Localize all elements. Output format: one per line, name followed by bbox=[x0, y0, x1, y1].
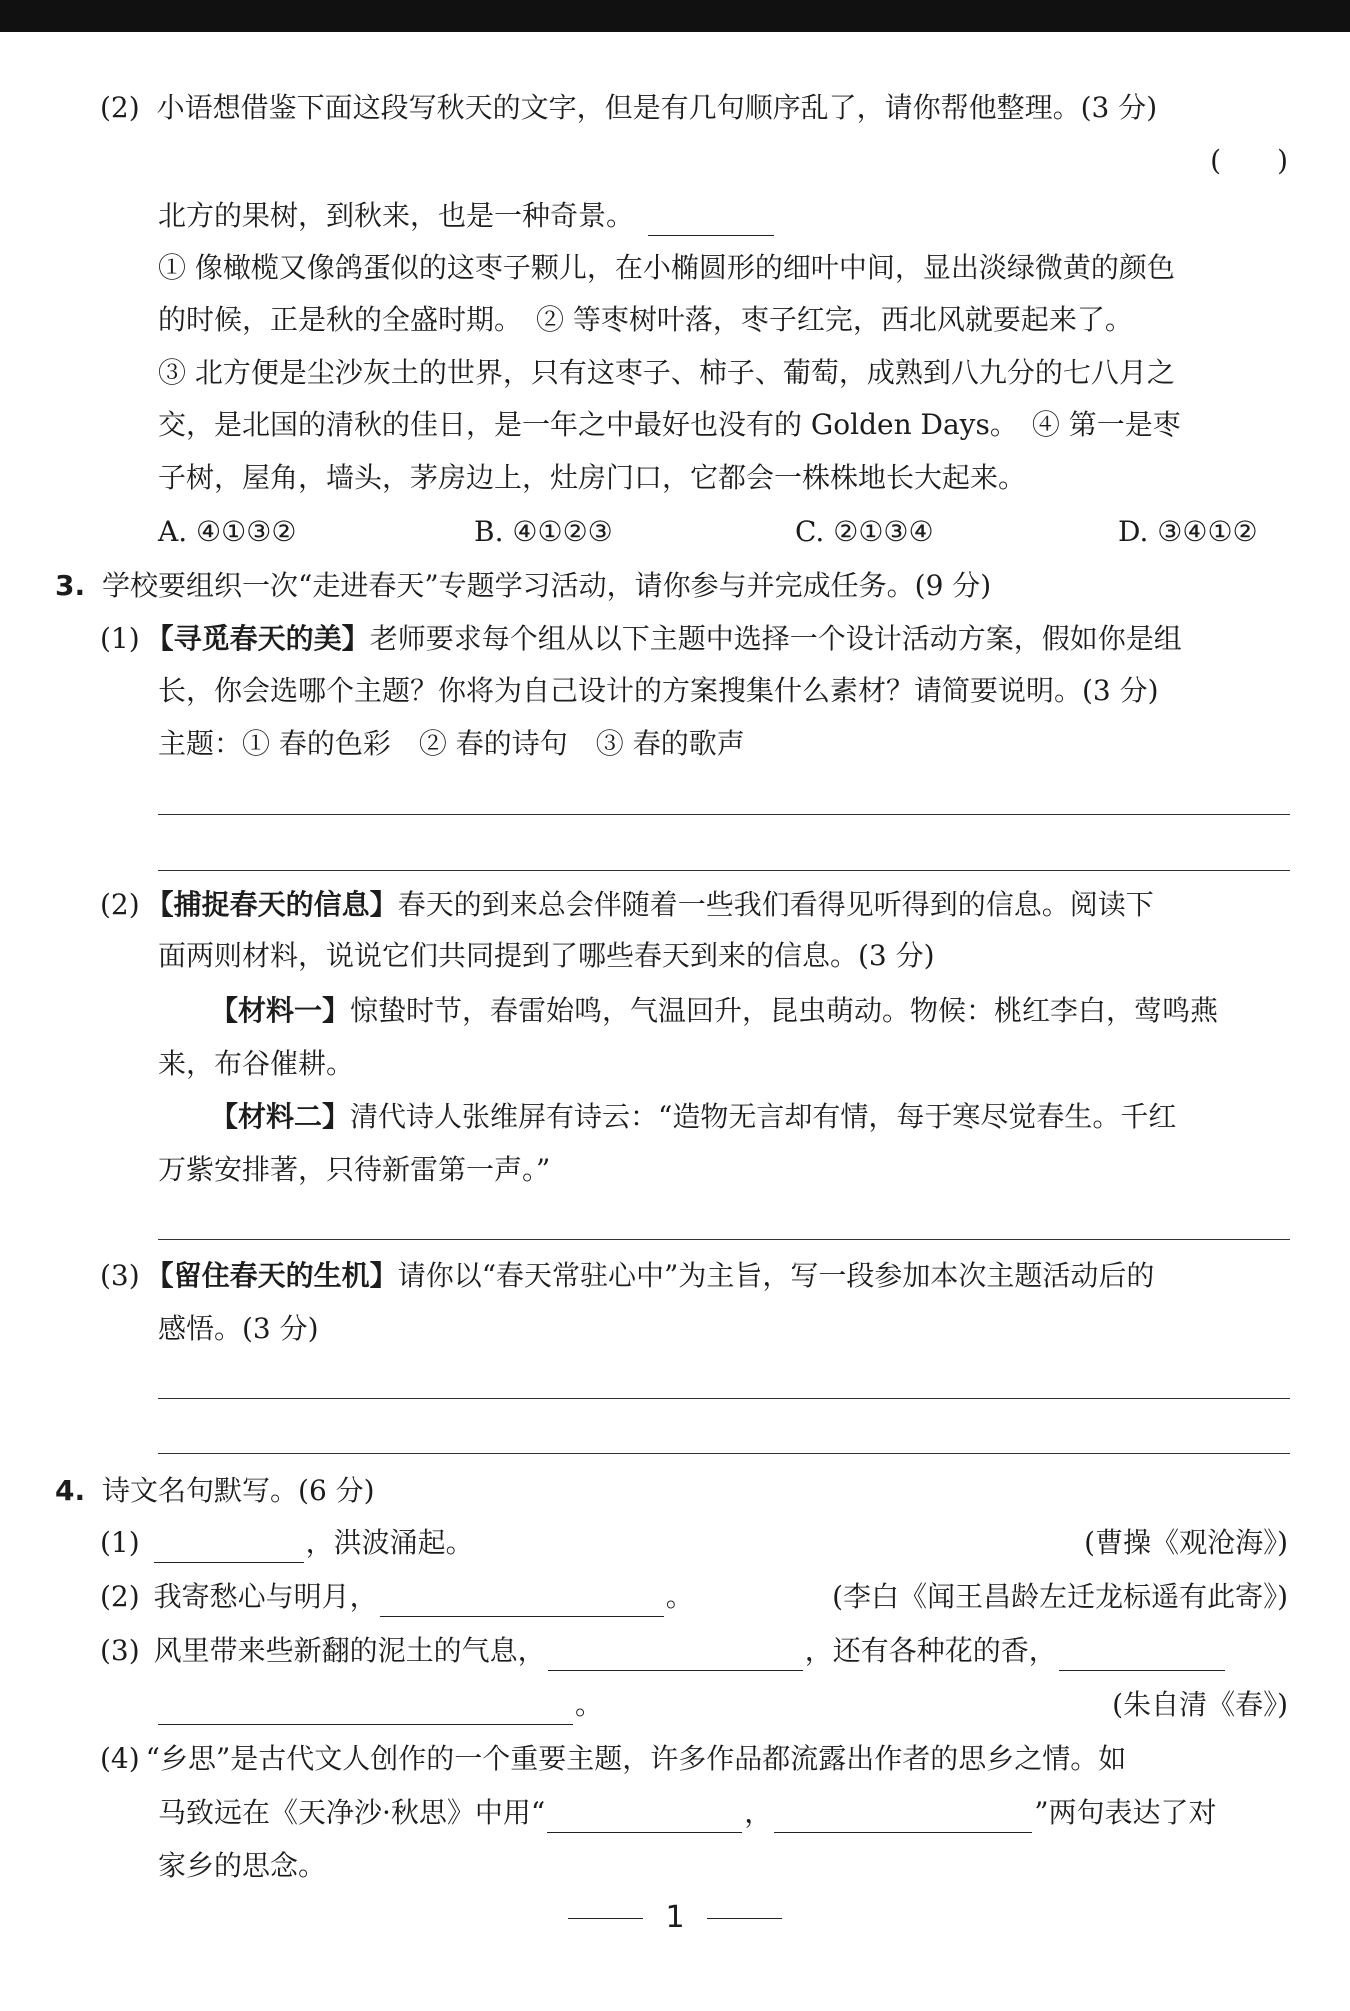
answer-line[interactable] bbox=[158, 1453, 1290, 1454]
material-2-line-1 bbox=[210, 1097, 1176, 1137]
q4-number: 4. bbox=[55, 1474, 86, 1507]
material-2-title: 【材料二】 bbox=[210, 1100, 351, 1133]
q4-4-blank-2[interactable] bbox=[774, 1802, 1032, 1833]
material-2-text: 清代诗人张维屏有诗云：“造物无言却有情，每于寒尽觉春生。千红 bbox=[350, 1100, 1177, 1133]
q3-1-text: 老师要求每个组从以下主题中选择一个设计活动方案，假如你是组 bbox=[369, 622, 1182, 655]
option-b[interactable]: B. ④①②③ bbox=[474, 515, 613, 548]
q4-2-end: 。 bbox=[665, 1580, 694, 1613]
lead-blank[interactable] bbox=[648, 205, 774, 236]
answer-line[interactable] bbox=[158, 1398, 1290, 1399]
option-c[interactable]: C. ②①③④ bbox=[795, 515, 934, 548]
q4-3-line-2 bbox=[158, 1685, 603, 1725]
q4-stem bbox=[55, 1471, 375, 1511]
q3-2-title: 【捕捉春天的信息】 bbox=[145, 888, 398, 921]
material-1-title: 【材料一】 bbox=[210, 994, 351, 1027]
q4-4-text-a: 马致远在《天净沙·秋思》中用“ bbox=[158, 1796, 546, 1829]
q4-3-blank-1[interactable] bbox=[548, 1640, 803, 1671]
q3-2-text: 春天的到来总会伴随着一些我们看得见听得到的信息。阅读下 bbox=[397, 888, 1154, 921]
q4-3-blank-2-cont[interactable] bbox=[158, 1694, 573, 1725]
material-1-line-2: 来，布谷催耕。 bbox=[158, 1047, 355, 1080]
page-dash-right bbox=[707, 1918, 782, 1919]
q4-2 bbox=[100, 1577, 694, 1617]
q3-text: 学校要组织一次“走进春天”专题学习活动，请你参与并完成任务。(9 分) bbox=[102, 569, 992, 602]
page-number bbox=[0, 1900, 1350, 1935]
q2-2-line-5: 子树，屋角，墙头，茅房边上，灶房门口，它都会一株株地长大起来。 bbox=[158, 461, 1027, 494]
q3-2-line-1 bbox=[100, 885, 1154, 925]
q2-2-stem bbox=[100, 88, 1157, 128]
q4-3-mid: ，还有各种花的香， bbox=[804, 1634, 1057, 1667]
q2-2-lead bbox=[158, 196, 776, 236]
q4-2-text: 我寄愁心与明月， bbox=[153, 1580, 378, 1613]
q4-4-label: (4) bbox=[100, 1742, 140, 1775]
q4-1 bbox=[100, 1523, 474, 1563]
q4-3-label: (3) bbox=[100, 1634, 140, 1667]
q4-text: 诗文名句默写。(6 分) bbox=[102, 1474, 375, 1507]
q3-1-themes: 主题：① 春的色彩 ② 春的诗句 ③ 春的歌声 bbox=[158, 727, 745, 760]
q3-stem bbox=[55, 566, 991, 606]
q4-4-line-2 bbox=[158, 1793, 1217, 1833]
q4-4-text-c: ”两句表达了对 bbox=[1034, 1796, 1217, 1829]
material-1-text: 惊蛰时节，春雷始鸣，气温回升，昆虫萌动。物候：桃红李白，莺鸣燕 bbox=[350, 994, 1219, 1027]
answer-bracket[interactable]: ( ) bbox=[1210, 144, 1288, 177]
q3-3-title: 【留住春天的生机】 bbox=[145, 1259, 398, 1292]
q4-3-text: 风里带来些新翻的泥土的气息， bbox=[153, 1634, 546, 1667]
q3-3-line-2: 感悟。(3 分) bbox=[158, 1312, 319, 1345]
q4-4-line-3: 家乡的思念。 bbox=[158, 1849, 327, 1882]
lead-sentence: 北方的果树，到秋来，也是一种奇景。 bbox=[158, 199, 635, 232]
q3-1-line-1 bbox=[100, 619, 1182, 659]
option-d[interactable]: D. ③④①② bbox=[1118, 515, 1258, 548]
q3-1-label: (1) bbox=[100, 622, 140, 655]
q3-1-line-2: 长，你会选哪个主题？你将为自己设计的方案搜集什么素材？请简要说明。(3 分) bbox=[158, 674, 1159, 707]
q4-4-comma: ， bbox=[744, 1796, 773, 1829]
q4-3-end: 。 bbox=[575, 1688, 604, 1721]
q4-1-label: (1) bbox=[100, 1526, 140, 1559]
q2-2-line-3: ③ 北方便是尘沙灰土的世界，只有这枣子、柿子、葡萄，成熟到八九分的七八月之 bbox=[158, 356, 1175, 389]
q4-2-blank[interactable] bbox=[380, 1586, 664, 1617]
q4-4-line-1 bbox=[100, 1739, 1126, 1779]
q4-2-source: (李白《闻王昌龄左迁龙标遥有此寄》) bbox=[832, 1580, 1288, 1613]
q4-3-blank-2[interactable] bbox=[1059, 1640, 1225, 1671]
q4-3-source: (朱自清《春》) bbox=[1112, 1688, 1288, 1721]
q2-2-text: 小语想借鉴下面这段写秋天的文字，但是有几句顺序乱了，请你帮他整理。(3 分) bbox=[156, 91, 1158, 124]
q2-2-label: (2) bbox=[100, 91, 140, 124]
option-a[interactable]: A. ④①③② bbox=[158, 515, 297, 548]
q4-4-text: “乡思”是古代文人创作的一个重要主题，许多作品都流露出作者的思乡之情。如 bbox=[145, 1742, 1127, 1775]
q3-1-title: 【寻觅春天的美】 bbox=[145, 622, 370, 655]
q4-3-line-1 bbox=[100, 1631, 1227, 1671]
q3-2-label: (2) bbox=[100, 888, 140, 921]
answer-line[interactable] bbox=[158, 1239, 1290, 1240]
scan-top-edge bbox=[0, 0, 1350, 32]
page-number-value: 1 bbox=[665, 1900, 685, 1935]
q2-2-line-1: ① 像橄榄又像鸽蛋似的这枣子颗儿，在小椭圆形的细叶中间，显出淡绿微黄的颜色 bbox=[158, 251, 1175, 284]
q3-3-label: (3) bbox=[100, 1259, 140, 1292]
q3-2-line-2: 面两则材料，说说它们共同提到了哪些春天到来的信息。(3 分) bbox=[158, 939, 935, 972]
q2-2-line-4: 交，是北国的清秋的佳日，是一年之中最好也没有的 Golden Days。 ④ 第一是枣 bbox=[158, 408, 1181, 441]
page-dash-left bbox=[568, 1918, 643, 1919]
material-1-line-1 bbox=[210, 991, 1218, 1031]
q4-2-label: (2) bbox=[100, 1580, 140, 1613]
q4-1-blank[interactable] bbox=[154, 1532, 304, 1563]
answer-line[interactable] bbox=[158, 814, 1290, 815]
q4-1-source: (曹操《观沧海》) bbox=[1084, 1526, 1288, 1559]
q4-4-blank-1[interactable] bbox=[547, 1802, 742, 1833]
q3-3-text: 请你以“春天常驻心中”为主旨，写一段参加本次主题活动后的 bbox=[397, 1259, 1155, 1292]
q3-3-line-1 bbox=[100, 1256, 1154, 1296]
material-2-line-2: 万紫安排著，只待新雷第一声。” bbox=[158, 1153, 551, 1186]
q3-number: 3. bbox=[55, 569, 86, 602]
q2-2-line-2: 的时候，正是秋的全盛时期。 ② 等枣树叶落，枣子红完，西北风就要起来了。 bbox=[158, 303, 1133, 336]
answer-line[interactable] bbox=[158, 870, 1290, 871]
q4-1-text: ，洪波涌起。 bbox=[305, 1526, 474, 1559]
